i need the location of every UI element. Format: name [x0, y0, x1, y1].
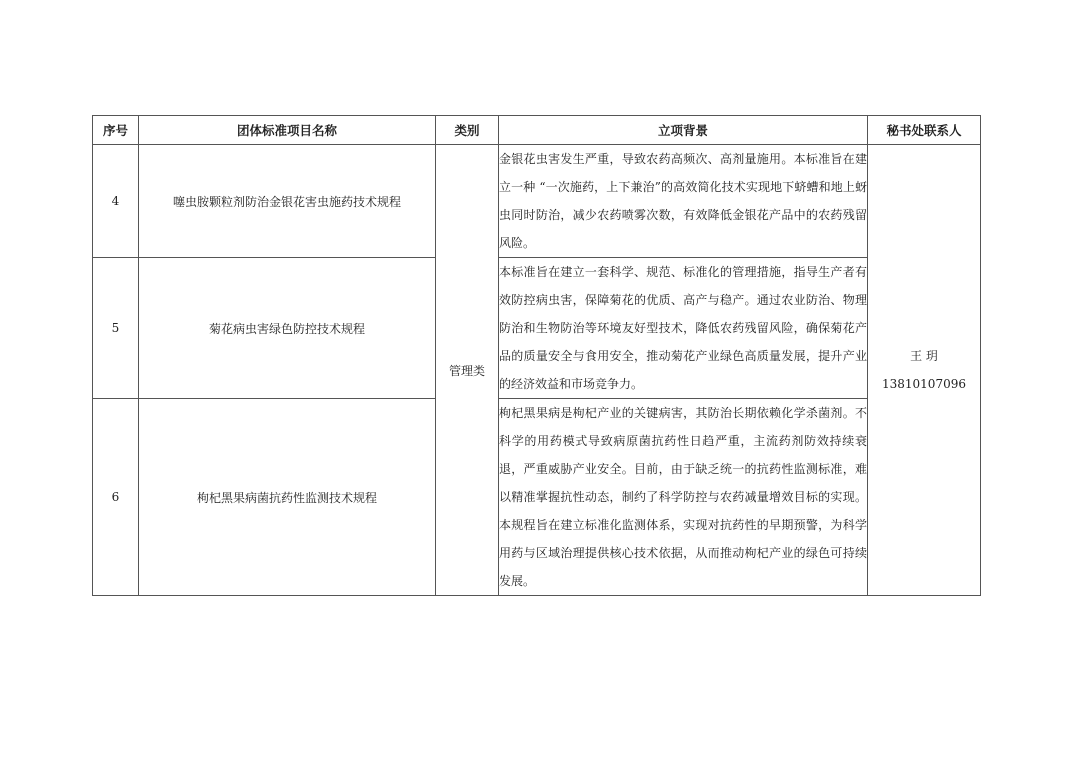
table-row — [93, 258, 981, 399]
row-name: 菊花病虫害绿色防控技术规程 — [139, 258, 436, 399]
row-seq: 4 — [93, 145, 139, 258]
header-name: 团体标准项目名称 — [139, 116, 436, 145]
header-contact: 秘书处联系人 — [868, 116, 981, 145]
header-category: 类别 — [436, 116, 499, 145]
row-name: 枸杞黑果病菌抗药性监测技术规程 — [139, 399, 436, 596]
row-background: 本标准旨在建立一套科学、规范、标准化的管理措施，指导生产者有效防控病虫害，保障菊花的优质、高产与稳产。通过农业防治、物理防治和生物防治等环境友好型技术，降低农药残留风险，确保菊花产品的质量安全与食用安全，推动菊花产业绿色高质量发展，提升产业的经济效益和市场竞争力。 — [499, 258, 868, 399]
table-header-row — [93, 116, 981, 145]
header-seq: 序号 — [93, 116, 139, 145]
table-row — [93, 399, 981, 596]
row-seq: 5 — [93, 258, 139, 399]
row-background: 金银花虫害发生严重，导致农药高频次、高剂量施用。本标准旨在建立一种 “一次施药，上下兼治”的高效简化技术实现地下蛴螬和地上蚜虫同时防治，减少农药喷雾次数，有效降低金银花产品中的农药残留风险。 — [499, 145, 868, 258]
header-background: 立项背景 — [499, 116, 868, 145]
row-background: 枸杞黑果病是枸杞产业的关键病害，其防治长期依赖化学杀菌剂。不科学的用药模式导致病原菌抗药性日趋严重，主流药剂防效持续衰退，严重威胁产业安全。目前，由于缺乏统一的抗药性监测标准，难以精准掌握抗性动态，制约了科学防控与农药减量增效目标的实现。本规程旨在建立标准化监测体系，实现对抗药性的早期预警，为科学用药与区域治理提供核心技术依据，从而推动枸杞产业的绿色可持续发展。 — [499, 399, 868, 596]
row-seq: 6 — [93, 399, 139, 596]
contact-cell — [868, 145, 981, 596]
contact-phone: 13810107096 — [882, 377, 966, 391]
row-name: 噻虫胺颗粒剂防治金银花害虫施药技术规程 — [139, 145, 436, 258]
table-row — [93, 145, 981, 258]
contact-name: 王 玥 — [910, 349, 938, 363]
standards-table — [92, 115, 981, 596]
category-cell: 管理类 — [436, 145, 499, 596]
